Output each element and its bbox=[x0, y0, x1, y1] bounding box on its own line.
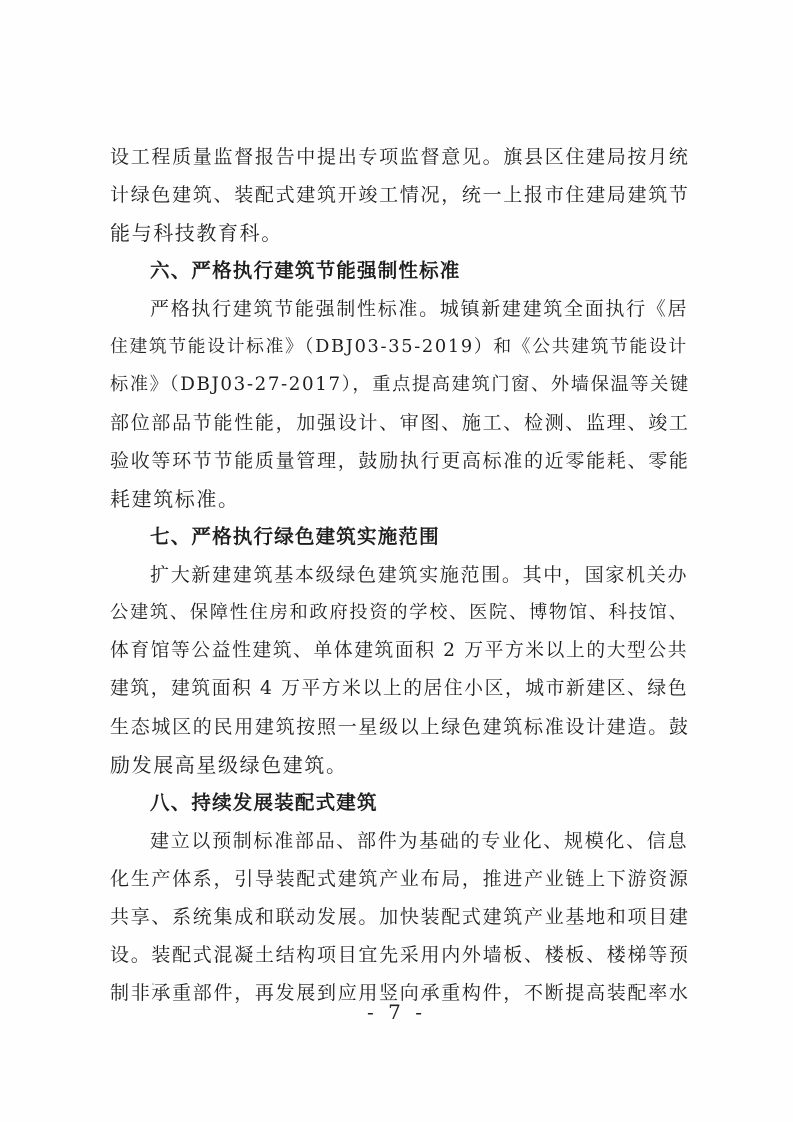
body-line: 验收等环节节能质量管理，鼓励执行更高标准的近零能耗、零能 bbox=[110, 450, 690, 472]
body-line: 部位部品节能性能，加强设计、审图、施工、检测、监理、竣工 bbox=[110, 412, 690, 434]
body-line: 标准》（DBJ03-27-2017），重点提高建筑门窗、外墙保温等关键 bbox=[110, 374, 690, 395]
section-heading: 七、严格执行绿色建筑实施范围 bbox=[150, 525, 440, 548]
body-line: 制非承重部件，再发展到应用竖向承重构件，不断提高装配率水 bbox=[110, 982, 690, 1004]
body-line: 计绿色建筑、装配式建筑开竣工情况，统一上报市住建局建筑节 bbox=[110, 184, 690, 206]
body-line: 体育馆等公益性建筑、单体建筑面积 2 万平方米以上的大型公共 bbox=[110, 640, 689, 661]
body-line: 住建筑节能设计标准》（DBJ03-35-2019）和《公共建筑节能设计 bbox=[110, 337, 688, 357]
body-line: 化生产体系，引导装配式建筑产业布局，推进产业链上下游资源 bbox=[110, 868, 690, 890]
body-line: 励发展高星级绿色建筑。 bbox=[110, 753, 348, 777]
body-line: 生态城区的民用建筑按照一星级以上绿色建筑标准设计建造。鼓 bbox=[110, 716, 690, 738]
body-line: 设工程质量监督报告中提出专项监督意见。旗县区住建局按月统 bbox=[110, 146, 690, 168]
section-heading: 六、严格执行建筑节能强制性标准 bbox=[150, 259, 461, 282]
page-number: - 7 - bbox=[367, 1000, 426, 1024]
body-line: 共享、系统集成和联动发展。加快装配式建筑产业基地和项目建 bbox=[110, 906, 690, 928]
body-line: 建筑，建筑面积 4 万平方米以上的居住小区，城市新建区、绿色 bbox=[110, 678, 689, 699]
body-line: 设。装配式混凝土结构项目宜先采用内外墙板、楼板、楼梯等预 bbox=[110, 944, 690, 966]
body-line: 耗建筑标准。 bbox=[110, 487, 240, 511]
section-heading: 八、持续发展装配式建筑 bbox=[150, 791, 378, 814]
body-line: 公建筑、保障性住房和政府投资的学校、医院、博物馆、科技馆、 bbox=[110, 602, 689, 623]
paragraph-first-line: 严格执行建筑节能强制性标准。城镇新建建筑全面执行《居 bbox=[150, 298, 689, 320]
body-line: 能与科技教育科。 bbox=[110, 221, 283, 245]
paragraph-first-line: 扩大新建建筑基本级绿色建筑实施范围。其中，国家机关办 bbox=[150, 564, 689, 586]
document-body bbox=[110, 138, 690, 1012]
paragraph-first-line: 建立以预制标准部品、部件为基础的专业化、规模化、信息 bbox=[150, 830, 689, 852]
